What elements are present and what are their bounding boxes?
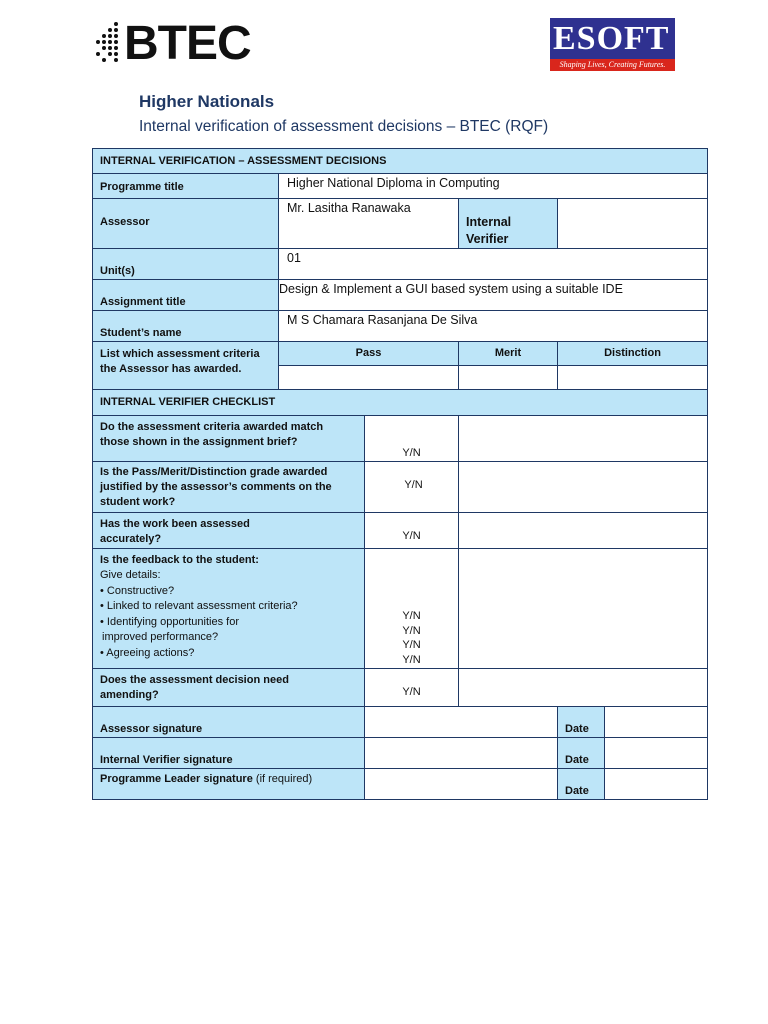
checklist-question-assessed-accurately: Has the work been assessed accurately? (92, 512, 365, 549)
assessor-label: Assessor (92, 198, 279, 249)
internal-verification-form (92, 148, 708, 800)
assessor-field[interactable]: Mr. Lasitha Ranawaka (278, 198, 459, 249)
section-heading-verifier-checklist: INTERNAL VERIFIER CHECKLIST (92, 389, 708, 416)
programme-leader-signature-text: Programme Leader signature (100, 773, 253, 785)
assessor-signature-field[interactable] (364, 706, 558, 738)
btec-logo (92, 18, 251, 70)
checklist-question-grade-justified: Is the Pass/Merit/Distinction grade awarded justified by the assessor’s comments on the student work? (92, 461, 365, 513)
programme-leader-signature-label (92, 768, 365, 800)
programme-title-field[interactable]: Higher National Diploma in Computing (278, 173, 708, 199)
assessor-date-field[interactable] (604, 706, 708, 738)
checklist-answer-criteria-match[interactable]: Y/N (364, 415, 459, 462)
internal-verifier-label: Internal Verifier (458, 198, 558, 249)
student-name-field[interactable]: M S Chamara Rasanjana De Silva (278, 310, 708, 342)
assignment-title-field[interactable]: Design & Implement a GUI based system using a suitable IDE (278, 279, 708, 311)
internal-verifier-signature-label: Internal Verifier signature (92, 737, 365, 769)
distinction-criteria-field[interactable] (557, 365, 708, 390)
units-field[interactable]: 01 (278, 248, 708, 280)
esoft-logo-text: ESOFT (553, 20, 670, 57)
esoft-logo (550, 18, 675, 71)
btec-logo-text: BTEC (124, 17, 251, 70)
section-heading-assessment-decisions: INTERNAL VERIFICATION – ASSESSMENT DECISIONS (92, 148, 708, 174)
pass-criteria-field[interactable] (278, 365, 459, 390)
checklist-answer-feedback[interactable]: Y/N Y/N Y/N Y/N (364, 548, 459, 669)
assignment-title-label: Assignment title (92, 279, 279, 311)
programme-leader-date-label: Date (557, 768, 605, 800)
esoft-tagline: Shaping Lives, Creating Futures. (550, 59, 675, 71)
checklist-comment-criteria-match[interactable] (458, 415, 708, 462)
checklist-comment-feedback[interactable] (458, 548, 708, 669)
checklist-question-decision-amending: Does the assessment decision need amending? (92, 668, 365, 707)
internal-verifier-signature-field[interactable] (364, 737, 558, 769)
pass-header: Pass (278, 341, 459, 366)
distinction-header: Distinction (557, 341, 708, 366)
internal-verifier-date-label: Date (557, 737, 605, 769)
programme-leader-date-field[interactable] (604, 768, 708, 800)
merit-criteria-field[interactable] (458, 365, 558, 390)
assessor-signature-label: Assessor signature (92, 706, 365, 738)
checklist-question-feedback: Is the feedback to the student: Give details: • Constructive? • Linked to relevant assessment criteria? • Identifying opportunities for improved performance? • Agreeing actions? (92, 548, 365, 669)
internal-verifier-field[interactable] (557, 198, 708, 249)
checklist-comment-decision-amending[interactable] (458, 668, 708, 707)
checklist-answer-assessed-accurately[interactable]: Y/N (364, 512, 459, 549)
units-label: Unit(s) (92, 248, 279, 280)
checklist-answer-decision-amending[interactable]: Y/N (364, 668, 459, 707)
programme-title-label: Programme title (92, 173, 279, 199)
internal-verifier-date-field[interactable] (604, 737, 708, 769)
checklist-question-criteria-match: Do the assessment criteria awarded match those shown in the assignment brief? (92, 415, 365, 462)
if-required-note: (if required) (252, 773, 313, 785)
page-title: Higher Nationals (139, 92, 275, 111)
btec-dots-graphic (92, 18, 122, 70)
merit-header: Merit (458, 341, 558, 366)
page-subtitle: Internal verification of assessment decisions – BTEC (RQF) (139, 118, 549, 135)
programme-leader-signature-field[interactable] (364, 768, 558, 800)
assessor-date-label: Date (557, 706, 605, 738)
checklist-comment-assessed-accurately[interactable] (458, 512, 708, 549)
criteria-awarded-label: List which assessment criteria the Assessor has awarded. (92, 341, 279, 390)
student-name-label: Student’s name (92, 310, 279, 342)
checklist-answer-grade-justified[interactable]: Y/N (364, 461, 459, 513)
checklist-comment-grade-justified[interactable] (458, 461, 708, 513)
